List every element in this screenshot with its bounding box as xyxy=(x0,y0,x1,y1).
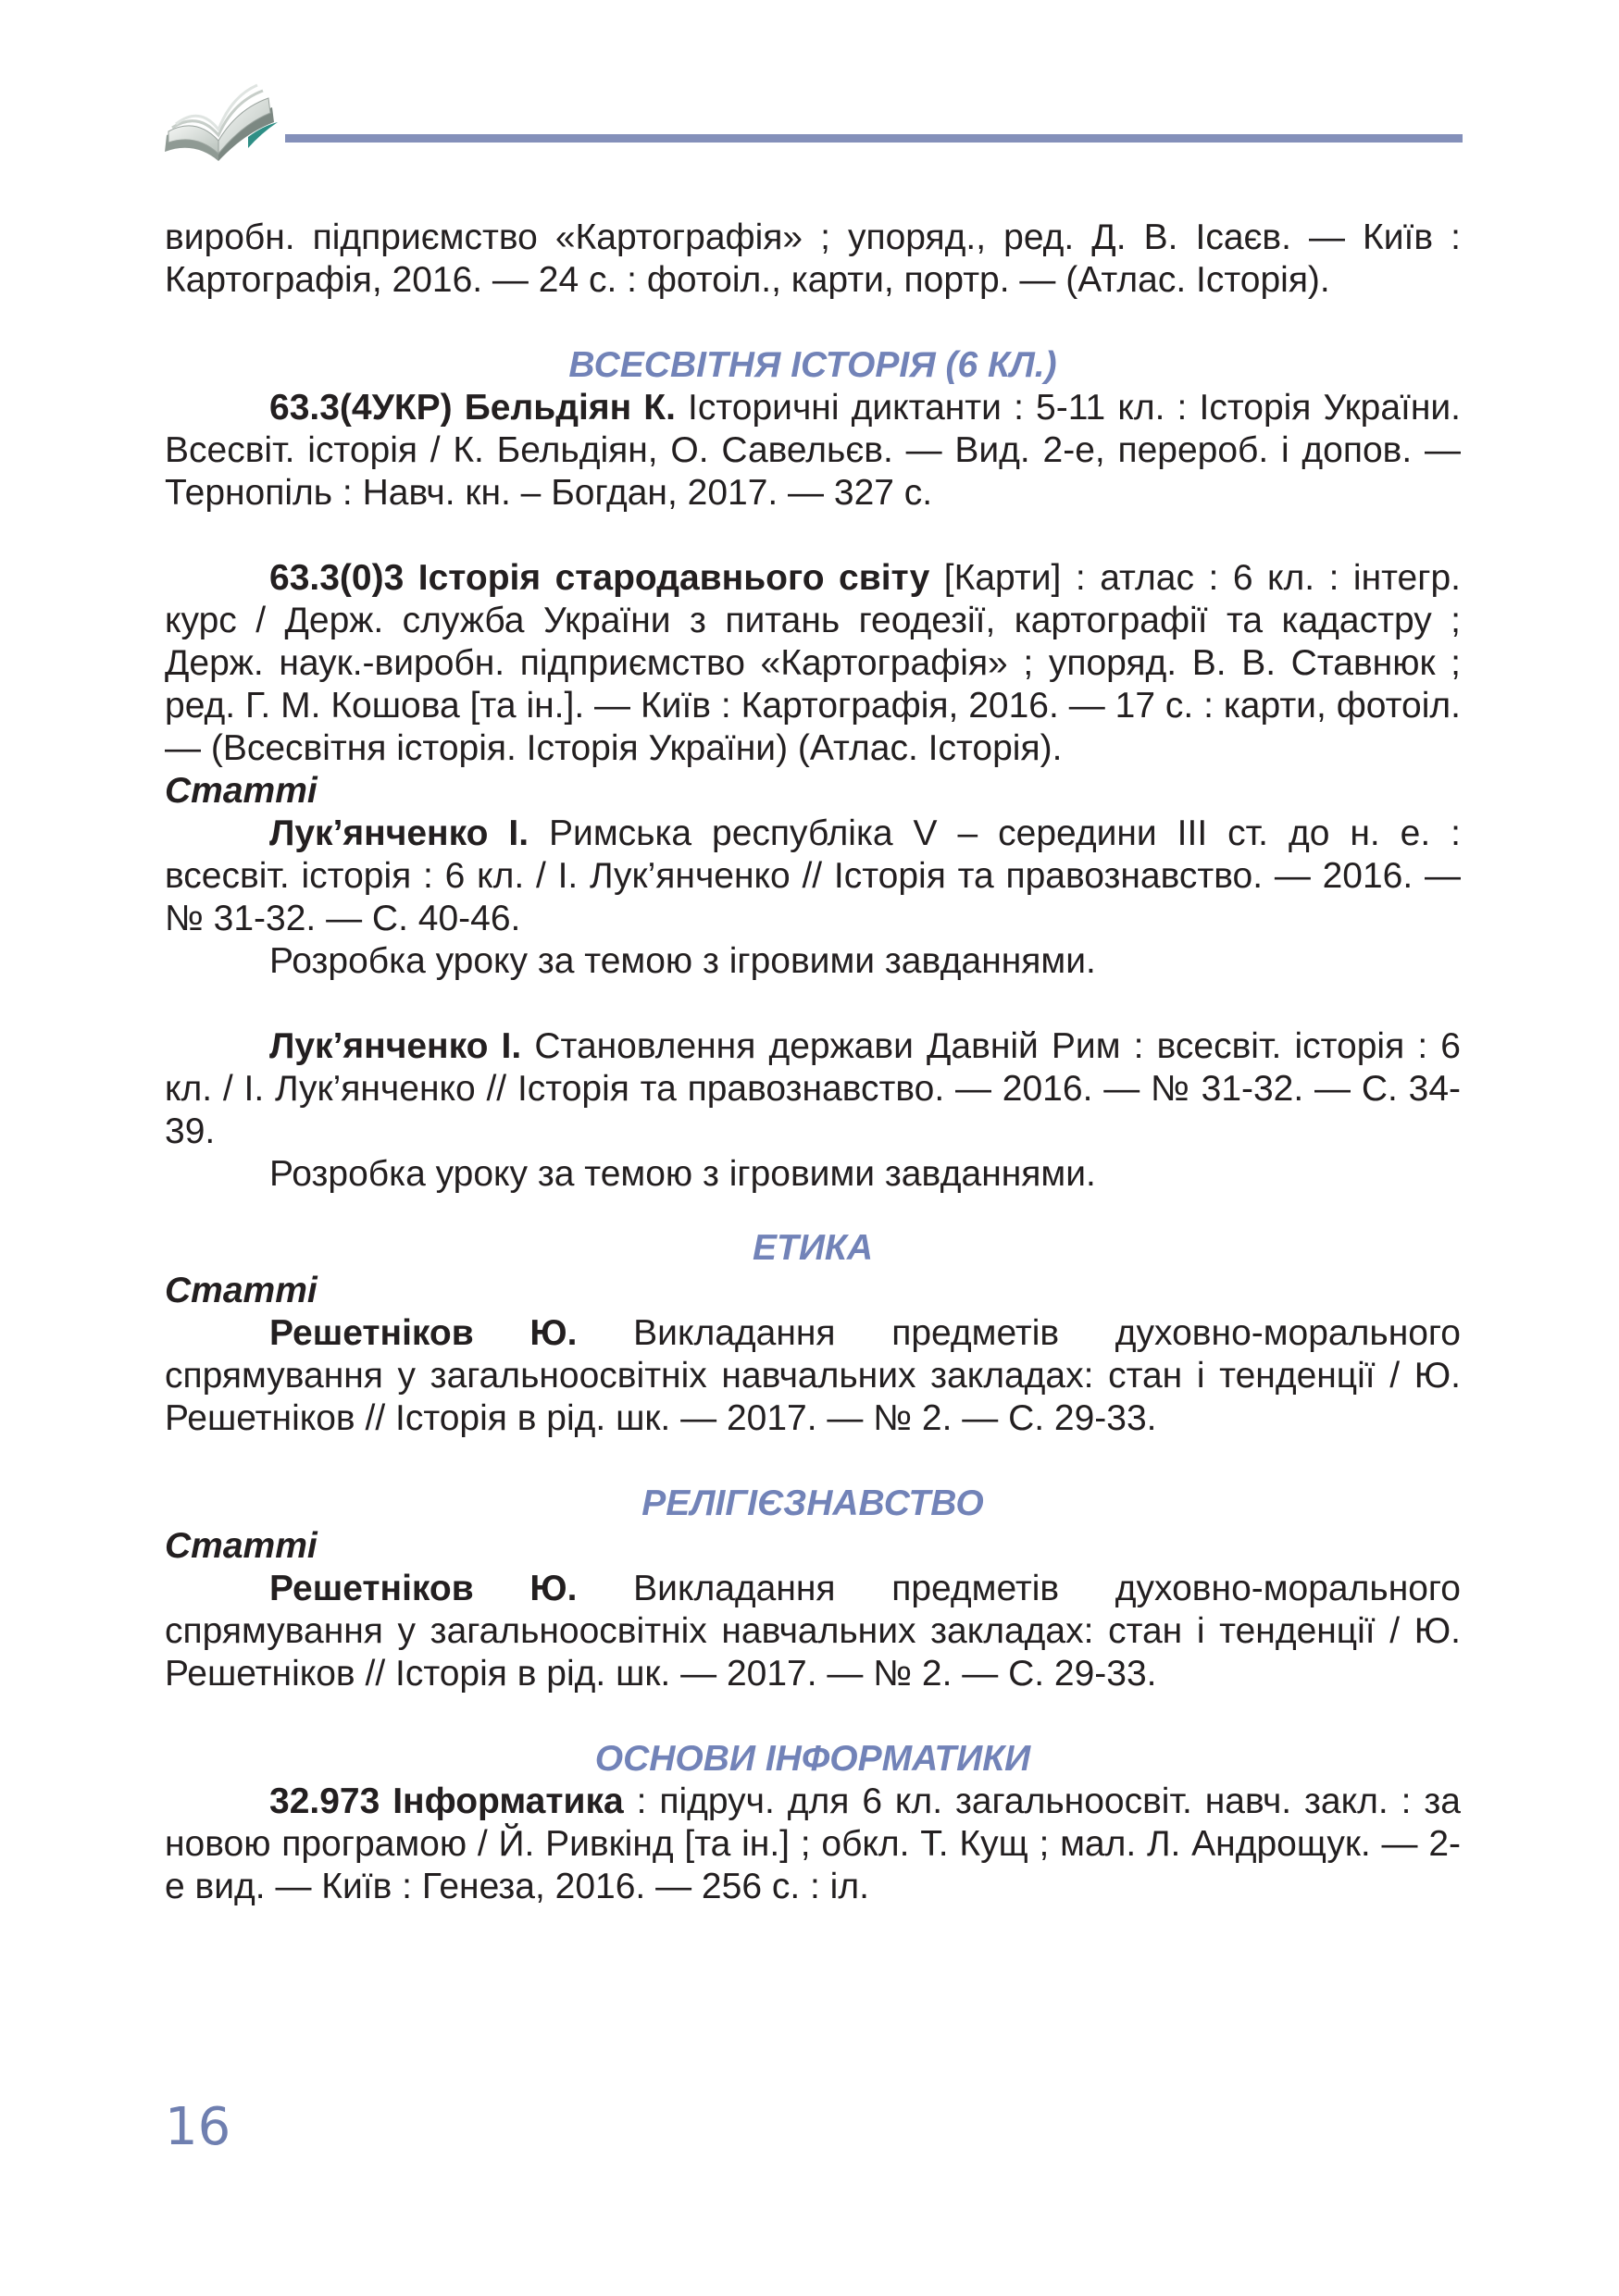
bib-entry xyxy=(165,1568,1461,1695)
articles-subheading: Статті xyxy=(165,1271,318,1310)
entry-text: Історичні диктанти : 5-11 кл. : Історія України. Всесвіт. історія / К. Бельдіян, О. Савельєв. — Вид. 2-е, перероб. і допов. — Тернопіль : Навч. кн. – Богдан, 2017. — 327 с. xyxy=(165,388,1462,513)
section-heading-informatics: ОСНОВИ ІНФОРМАТИКИ xyxy=(594,1739,1031,1779)
bib-entry xyxy=(165,1025,1461,1153)
page-number: 16 xyxy=(165,2097,231,2157)
continuation-text: виробн. підприємство «Картографія» ; упоряд., ред. Д. В. Ісаєв. — Київ : Картографія, 2016. — 24 с. : фотоіл., карти, портр. — (Атлас. Історія). xyxy=(165,217,1461,300)
bib-entry xyxy=(165,1781,1461,1908)
header-rule xyxy=(285,134,1463,143)
entry-heading: 63.3(4УКР) Бельдіян К. xyxy=(269,388,676,428)
entry-note: Розробка уроку за темою з ігровими завданнями. xyxy=(269,1154,1096,1194)
entry-text: Становлення держави Давній Рим : всесвіт. історія : 6 кл. / І. Лук’янченко // Історія та правознавство. — 2016. — № 31-32. — С. 34-39. xyxy=(165,1026,1461,1151)
bib-entry xyxy=(165,1312,1461,1440)
articles-subheading: Статті xyxy=(165,771,318,811)
open-book-icon xyxy=(159,81,280,167)
document-body xyxy=(165,217,1461,1908)
entry-heading: Решетніков Ю. xyxy=(269,1313,578,1353)
entry-text: : підруч. для 6 кл. загальноосвіт. навч. закл. : за новою програмою / Й. Ривкінд [та ін.] ; обкл. Т. Кущ ; мал. Л. Андрощук. — 2-е вид. — Київ : Генеза, 2016. — 256 с. : іл. xyxy=(165,1781,1461,1906)
entry-text: Римська республіка V – середини ІІІ ст. до н. е. : всесвіт. історія : 6 кл. / І. Лук’янченко // Історія та правознавство. — 2016. — № 31-32. — С. 40-46. xyxy=(165,813,1461,938)
section-heading-religion: РЕЛІГІЄЗНАВСТВО xyxy=(641,1483,984,1523)
entry-heading: 63.3(0)3 Історія стародавнього світу xyxy=(269,558,930,598)
entry-heading: Решетніков Ю. xyxy=(269,1569,578,1608)
section-heading-world-history: ВСЕСВІТНЯ ІСТОРІЯ (6 КЛ.) xyxy=(568,345,1057,385)
entry-note: Розробка уроку за темою з ігровими завданнями. xyxy=(269,941,1096,981)
entry-heading: Лук’янченко І. xyxy=(269,1026,522,1066)
entry-text: [Карти] : атлас : 6 кл. : інтегр. курс / Держ. служба України з питань геодезії, картографії та кадастру ; Держ. наук.-виробн. підприємство «Картографія» ; упоряд. В. В. Ставнюк ; ред. Г. М. Кошова [та ін.]. — Київ : Картографія, 2016. — 17 с. : карти, фотоіл. — (Всесвітня історія. Історія України) (Атлас. Історія). xyxy=(165,558,1461,768)
articles-subheading: Статті xyxy=(165,1526,318,1566)
section-heading-ethics: ЕТИКА xyxy=(752,1228,874,1268)
entry-heading: Лук’янченко І. xyxy=(269,813,529,853)
bib-entry xyxy=(165,557,1461,770)
bib-entry xyxy=(165,387,1461,515)
bib-entry xyxy=(165,813,1461,940)
entry-heading: 32.973 Інформатика xyxy=(269,1781,624,1821)
entry-text: Викладання предметів духовно-морального спрямування у загальноосвітніх навчальних закладах: стан і тенденції / Ю. Решетніков // Історія в рід. шк. — 2017. — № 2. — С. 29-33. xyxy=(165,1569,1461,1694)
entry-text: Викладання предметів духовно-морального спрямування у загальноосвітніх навчальних закладах: стан і тенденції / Ю. Решетніков // Історія в рід. шк. — 2017. — № 2. — С. 29-33. xyxy=(165,1313,1461,1438)
